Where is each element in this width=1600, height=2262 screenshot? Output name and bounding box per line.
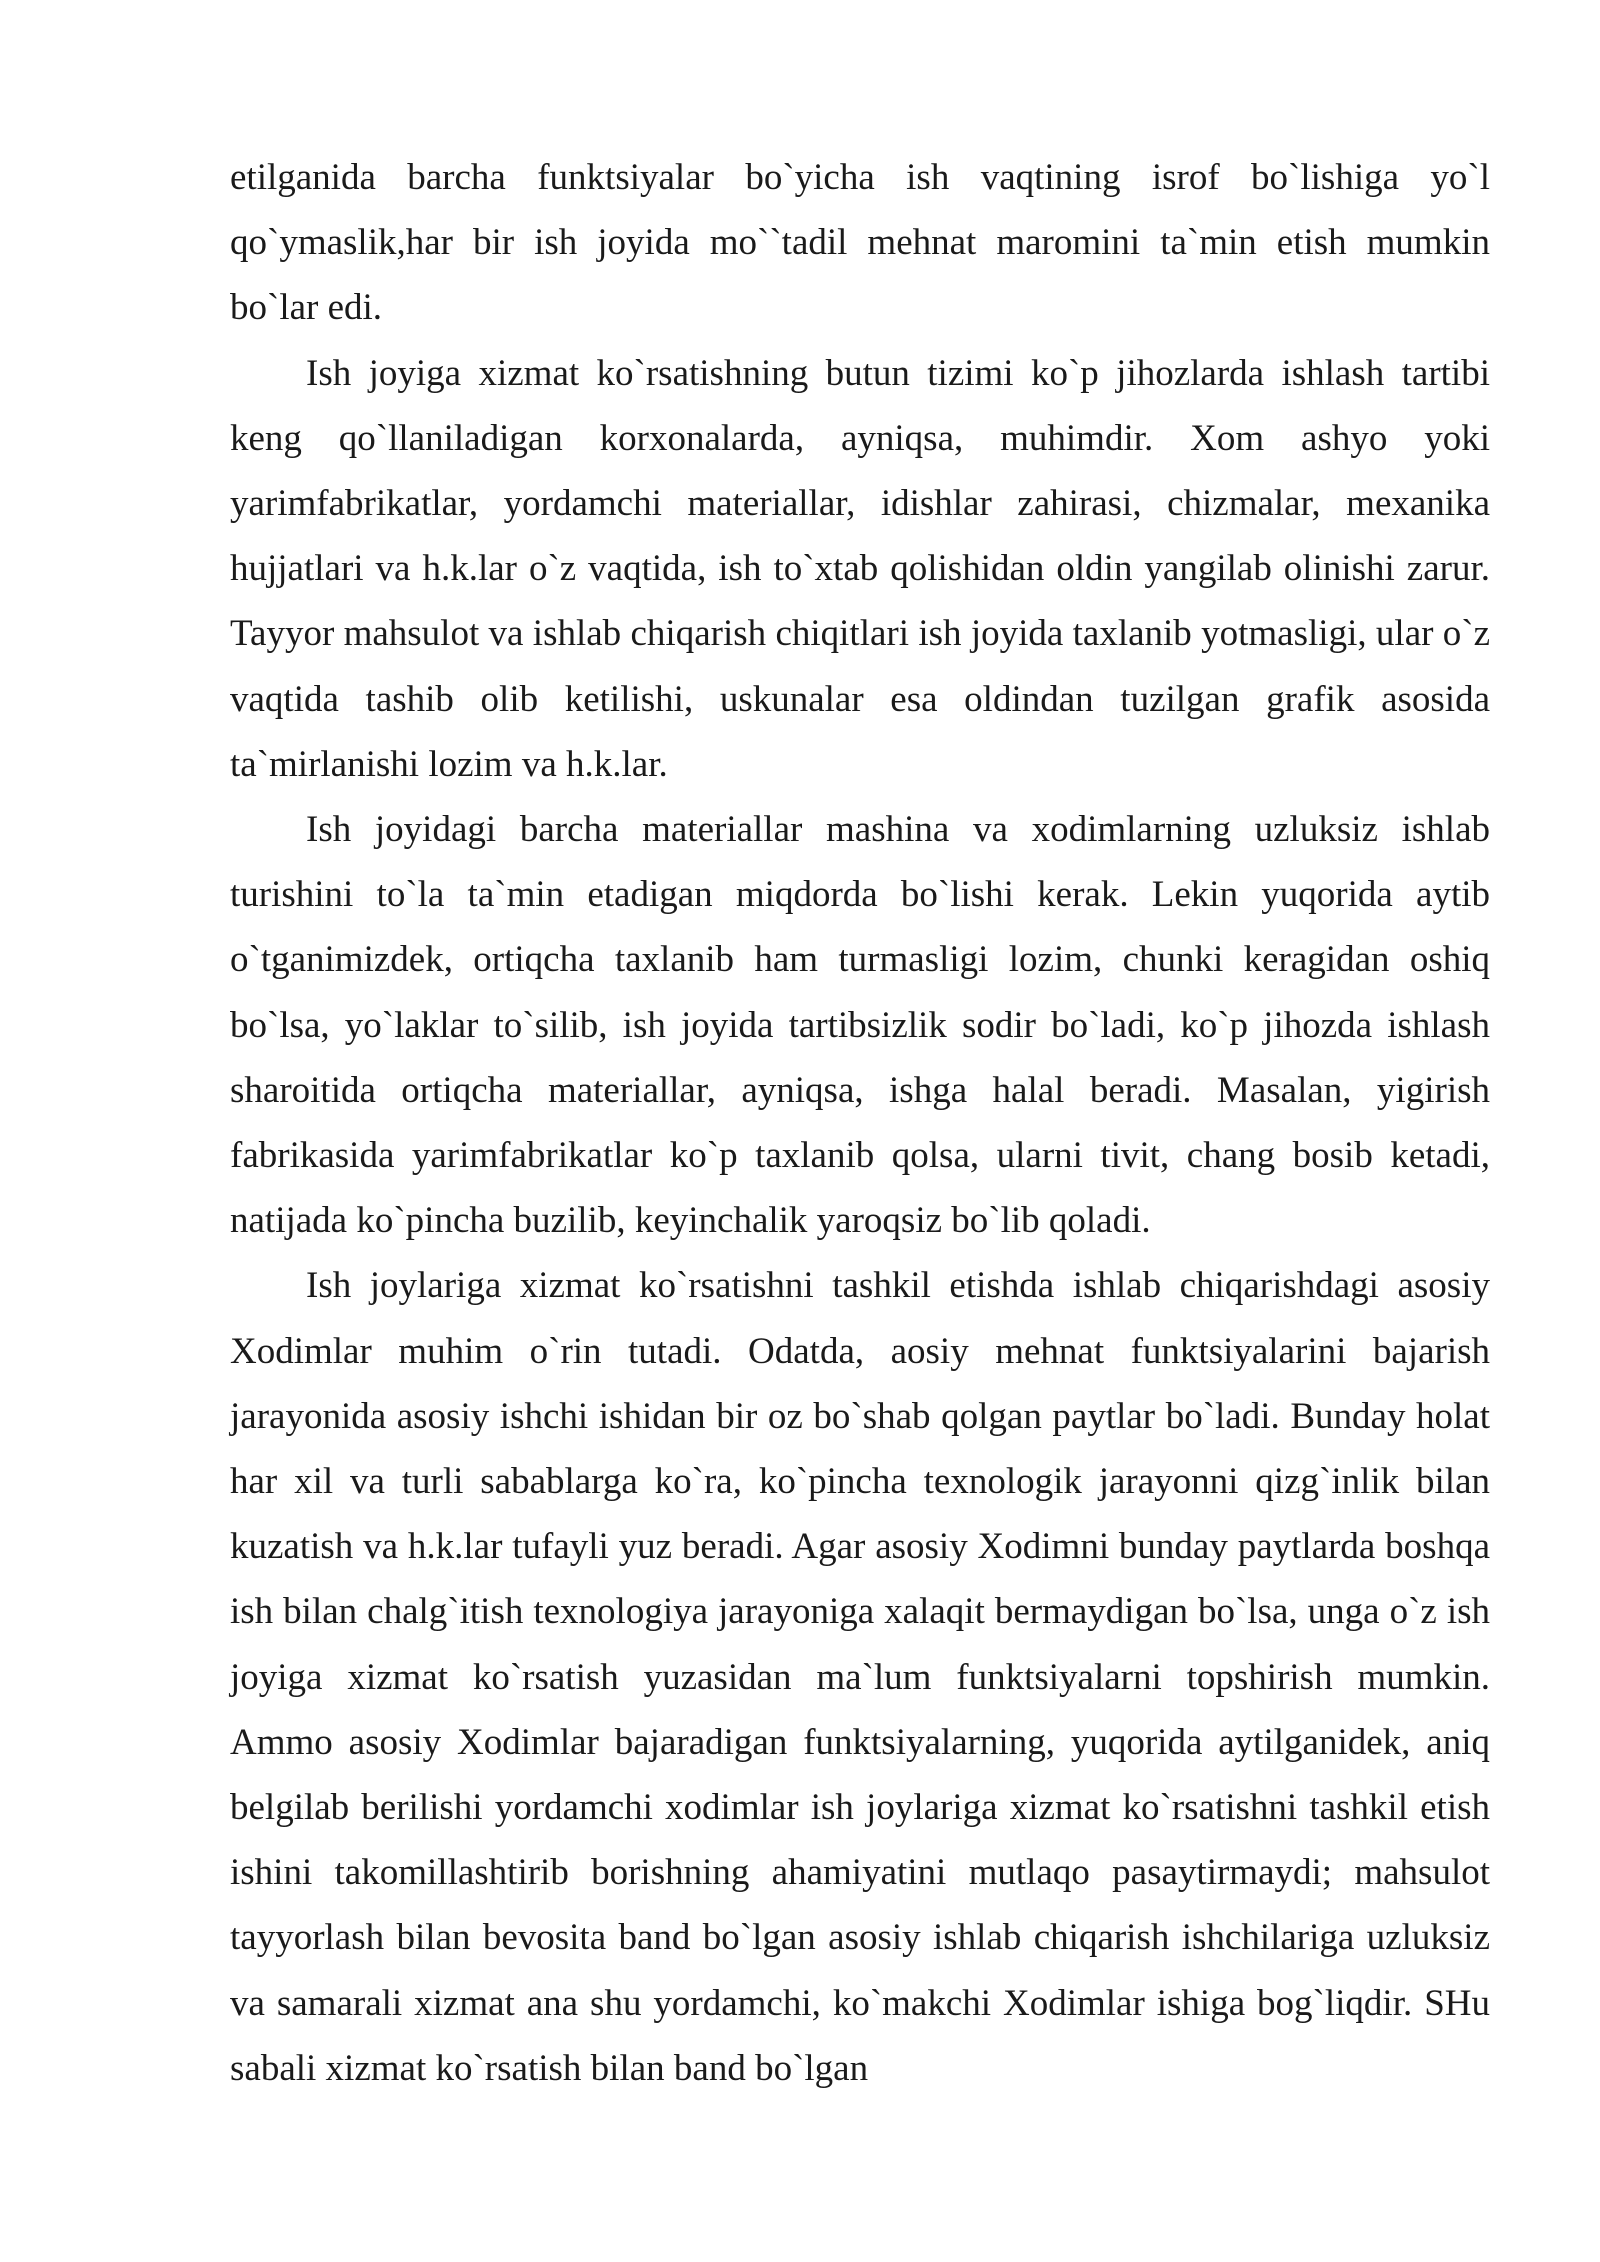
paragraph-3: Ish joyidagi barcha materiallar mashina va xodimlarning uzluksiz ishlab turishini to`la ta`min etadigan miqdorda bo`lishi kerak. Lekin yuqorida aytib o`tganimizdek, ortiqcha taxlanib ham turmasligi lozim, chunki keragidan oshiq bo`lsa, yo`laklar to`silib, ish joyida tartibsizlik sodir bo`ladi, ko`p jihozda ishlash sharoitida ortiqcha materiallar, ayniqsa, ishga halal beradi. Masalan, yigirish fabrikasida yarimfabrikatlar ko`p taxlanib qolsa, ularni tivit, chang bosib ketadi, natijada ko`pincha buzilib, keyinchalik yaroqsiz bo`lib qoladi. — [230, 809, 1490, 1242]
paragraph-1: etilganida barcha funktsiyalar bo`yicha ish vaqtining isrof bo`lishiga yo`l qo`ymaslik,har bir ish joyida mo``tadil mehnat maromini ta`min etish mumkin bo`lar edi. — [230, 157, 1490, 329]
document-body — [230, 145, 1490, 2101]
paragraph-2: Ish joyiga xizmat ko`rsatishning butun tizimi ko`p jihozlarda ishlash tartibi keng qo`llaniladigan korxonalarda, ayniqsa, muhimdir. Xom ashyo yoki yarimfabrikatlar, yordamchi materiallar, idishlar zahirasi, chizmalar, mexanika hujjatlari va h.k.lar o`z vaqtida, ish to`xtab qolishidan oldin yangilab olinishi zarur. Tayyor mahsulot va ishlab chiqarish chiqitlari ish joyida taxlanib yotmasligi, ular o`z vaqtida tashib olib ketilishi, uskunalar esa oldindan tuzilgan grafik asosida ta`mirlanishi lozim va h.k.lar. — [230, 352, 1490, 785]
paragraph-4: Ish joylariga xizmat ko`rsatishni tashkil etishda ishlab chiqarishdagi asosiy Xodimlar muhim o`rin tutadi. Odatda, aosiy mehnat funktsiyalarini bajarish jarayonida asosiy ishchi ishidan bir oz bo`shab qolgan paytlar bo`ladi. Bunday holat har xil va turli sabablarga ko`ra, ko`pincha texnologik jarayonni qizg`inlik bilan kuzatish va h.k.lar tufayli yuz beradi. Agar asosiy Xodimni bunday paytlarda boshqa ish bilan chalg`itish texnologiya jarayoniga xalaqit bermaydigan bo`lsa, unga o`z ish joyiga xizmat ko`rsatish yuzasidan ma`lum funktsiyalarni topshirish mumkin. Ammo asosiy Xodimlar bajaradigan funktsiyalarning, yuqorida aytilganidek, aniq belgilab berilishi yordamchi xodimlar ish joylariga xizmat ko`rsatishni tashkil etish ishini takomillashtirib borishning ahamiyatini mutlaqo pasaytirmaydi; mahsulot tayyorlash bilan bevosita band bo`lgan asosiy ishlab chiqarish ishchilariga uzluksiz va samarali xizmat ana shu yordamchi, ko`makchi Xodimlar ishiga bog`liqdir. SHu sabali xizmat ko`rsatish bilan band bo`lgan — [230, 1265, 1490, 2089]
